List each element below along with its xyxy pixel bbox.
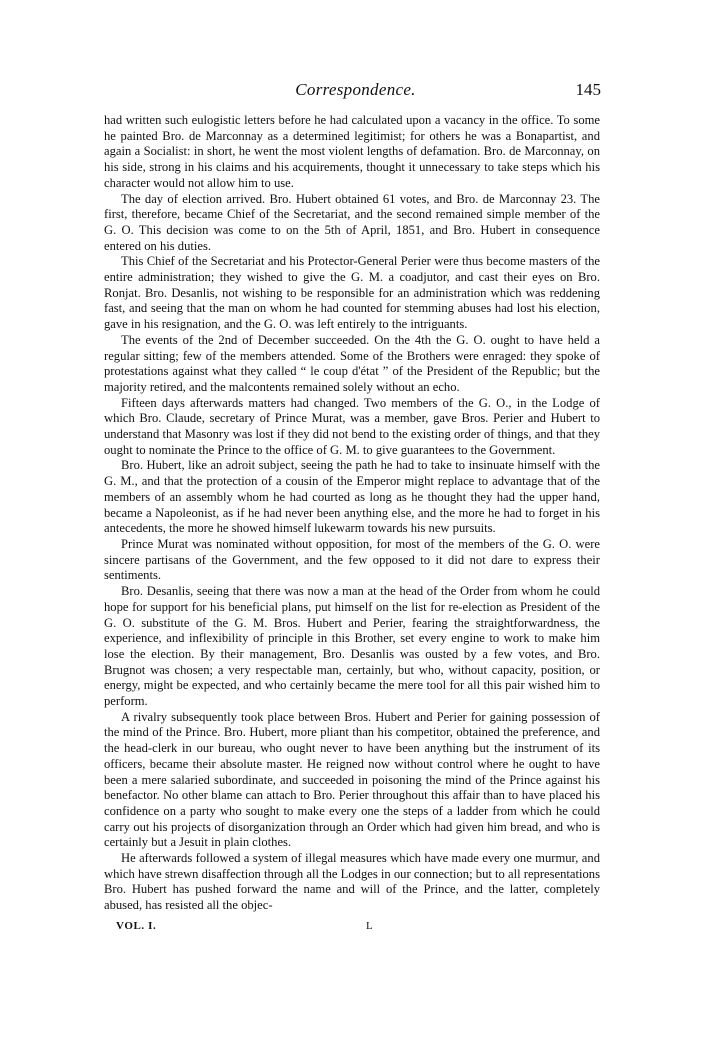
volume-label: VOL. I. <box>116 920 157 932</box>
paragraph: Bro. Desanlis, seeing that there was now a man at the head of the Order from whom he could hope for support for his beneficial plans, put himself on the list for re-election as President of the G. O. substitute of the G. M. Bros. Hubert and Perier, fearing the straightforwardness, the experience, and inflexibility of principle in this Brother, set every engine to work to make him lose the election. By their management, Bro. Desanlis was ousted by a few votes, and Bro. Brugnot was chosen; a very respectable man, certainly, but who, without capacity, position, or energy, might be expected, and who certainly became the mere tool for all this pair wished him to perform. <box>104 584 600 709</box>
page-number: 145 <box>575 80 601 99</box>
page-header <box>0 80 711 104</box>
paragraph: A rivalry subsequently took place between Bros. Hubert and Perier for gaining possession of the mind of the Prince. Bro. Hubert, more pliant than his competitor, obtained the preference, and the head-clerk in our bureau, who ought never to have been anything but the instrument of its officers, became their absolute master. He reigned now without control where he ought to have been a mere salaried subordinate, and succeeded in poisoning the mind of the Prince against his benefactor. No other blame can attach to Bro. Perier throughout this affair than to have placed his confidence on a party who sought to make every one the steps of a ladder from which he could carry out his projects of disorganization through an Order which had given him bread, and who is certainly but a Jesuit in plain clothes. <box>104 709 600 850</box>
paragraph: Fifteen days afterwards matters had changed. Two members of the G. O., in the Lodge of which Bro. Claude, secretary of Prince Murat, was a member, gave Bros. Perier and Hubert to understand that Masonry was lost if they did not bend to the existing order of things, and that they ought to nominate the Prince to the office of G. M. to give guarantees to the Government. <box>104 395 600 457</box>
paragraph: The events of the 2nd of December succeeded. On the 4th the G. O. ought to have held a regular sitting; few of the members attended. Some of the Brothers were enraged: they spoke of protestations against what they called “ le coup d'état ” of the President of the Republic; but the majority retired, and the malcontents remained solely without an echo. <box>104 332 600 394</box>
paragraph: had written such eulogistic letters before he had calculated upon a vacancy in the office. To some he painted Bro. de Marconnay as a determined legitimist; for others he was a Bonapartist, and again a Socialist: in short, he went the most violent lengths of defamation. Bro. de Marconnay, on his side, strong in his claims and his acquirements, thought it unnecessary to take steps which his character would not allow him to use. <box>104 113 600 190</box>
running-title: Correspondence. <box>295 80 416 99</box>
signature-mark: L <box>366 920 373 932</box>
paragraph: This Chief of the Secretariat and his Protector-General Perier were thus become masters of the entire administration; they wished to give the G. M. a coadjutor, and cast their eyes on Bro. Ronjat. Bro. Desanlis, not wishing to be responsible for an administration which was reddening fast, and seeing that the man on whom he had counted for stemming abuses had lost his election, gave in his resignation, and the G. O. was left entirely to the intriguants. <box>104 254 600 332</box>
paragraph: Bro. Hubert, like an adroit subject, seeing the path he had to take to insinuate himself with the G. M., and that the protection of a cousin of the Emperor might replace to advantage that of the members of an assembly whom he had courted as long as he thought they had the upper hand, became a Napoleonist, as if he had never been anything else, and the more he had to forget in his antecedents, the more he showed himself lukewarm towards his new pursuits. <box>104 458 600 536</box>
paragraph: The day of election arrived. Bro. Hubert obtained 61 votes, and Bro. de Marconnay 23. The first, therefore, became Chief of the Secretariat, and the second remained simple member of the G. O. This decision was come to on the 5th of April, 1851, and Bro. Hubert in consequence entered on his duties. <box>104 191 600 253</box>
page-footer <box>104 920 600 936</box>
paragraph: He afterwards followed a system of illegal measures which have made every one murmur, and which have strewn disaffection through all the Lodges in our connection; but to all representations Bro. Hubert has pushed forward the name and will of the Prince, and the latter, completely abused, has resisted all the objec- <box>104 851 600 913</box>
body-text <box>104 113 600 914</box>
paragraph: Prince Murat was nominated without opposition, for most of the members of the G. O. were sincere partisans of the Government, and the few opposed to it did not dare to express their sentiments. <box>104 536 600 583</box>
